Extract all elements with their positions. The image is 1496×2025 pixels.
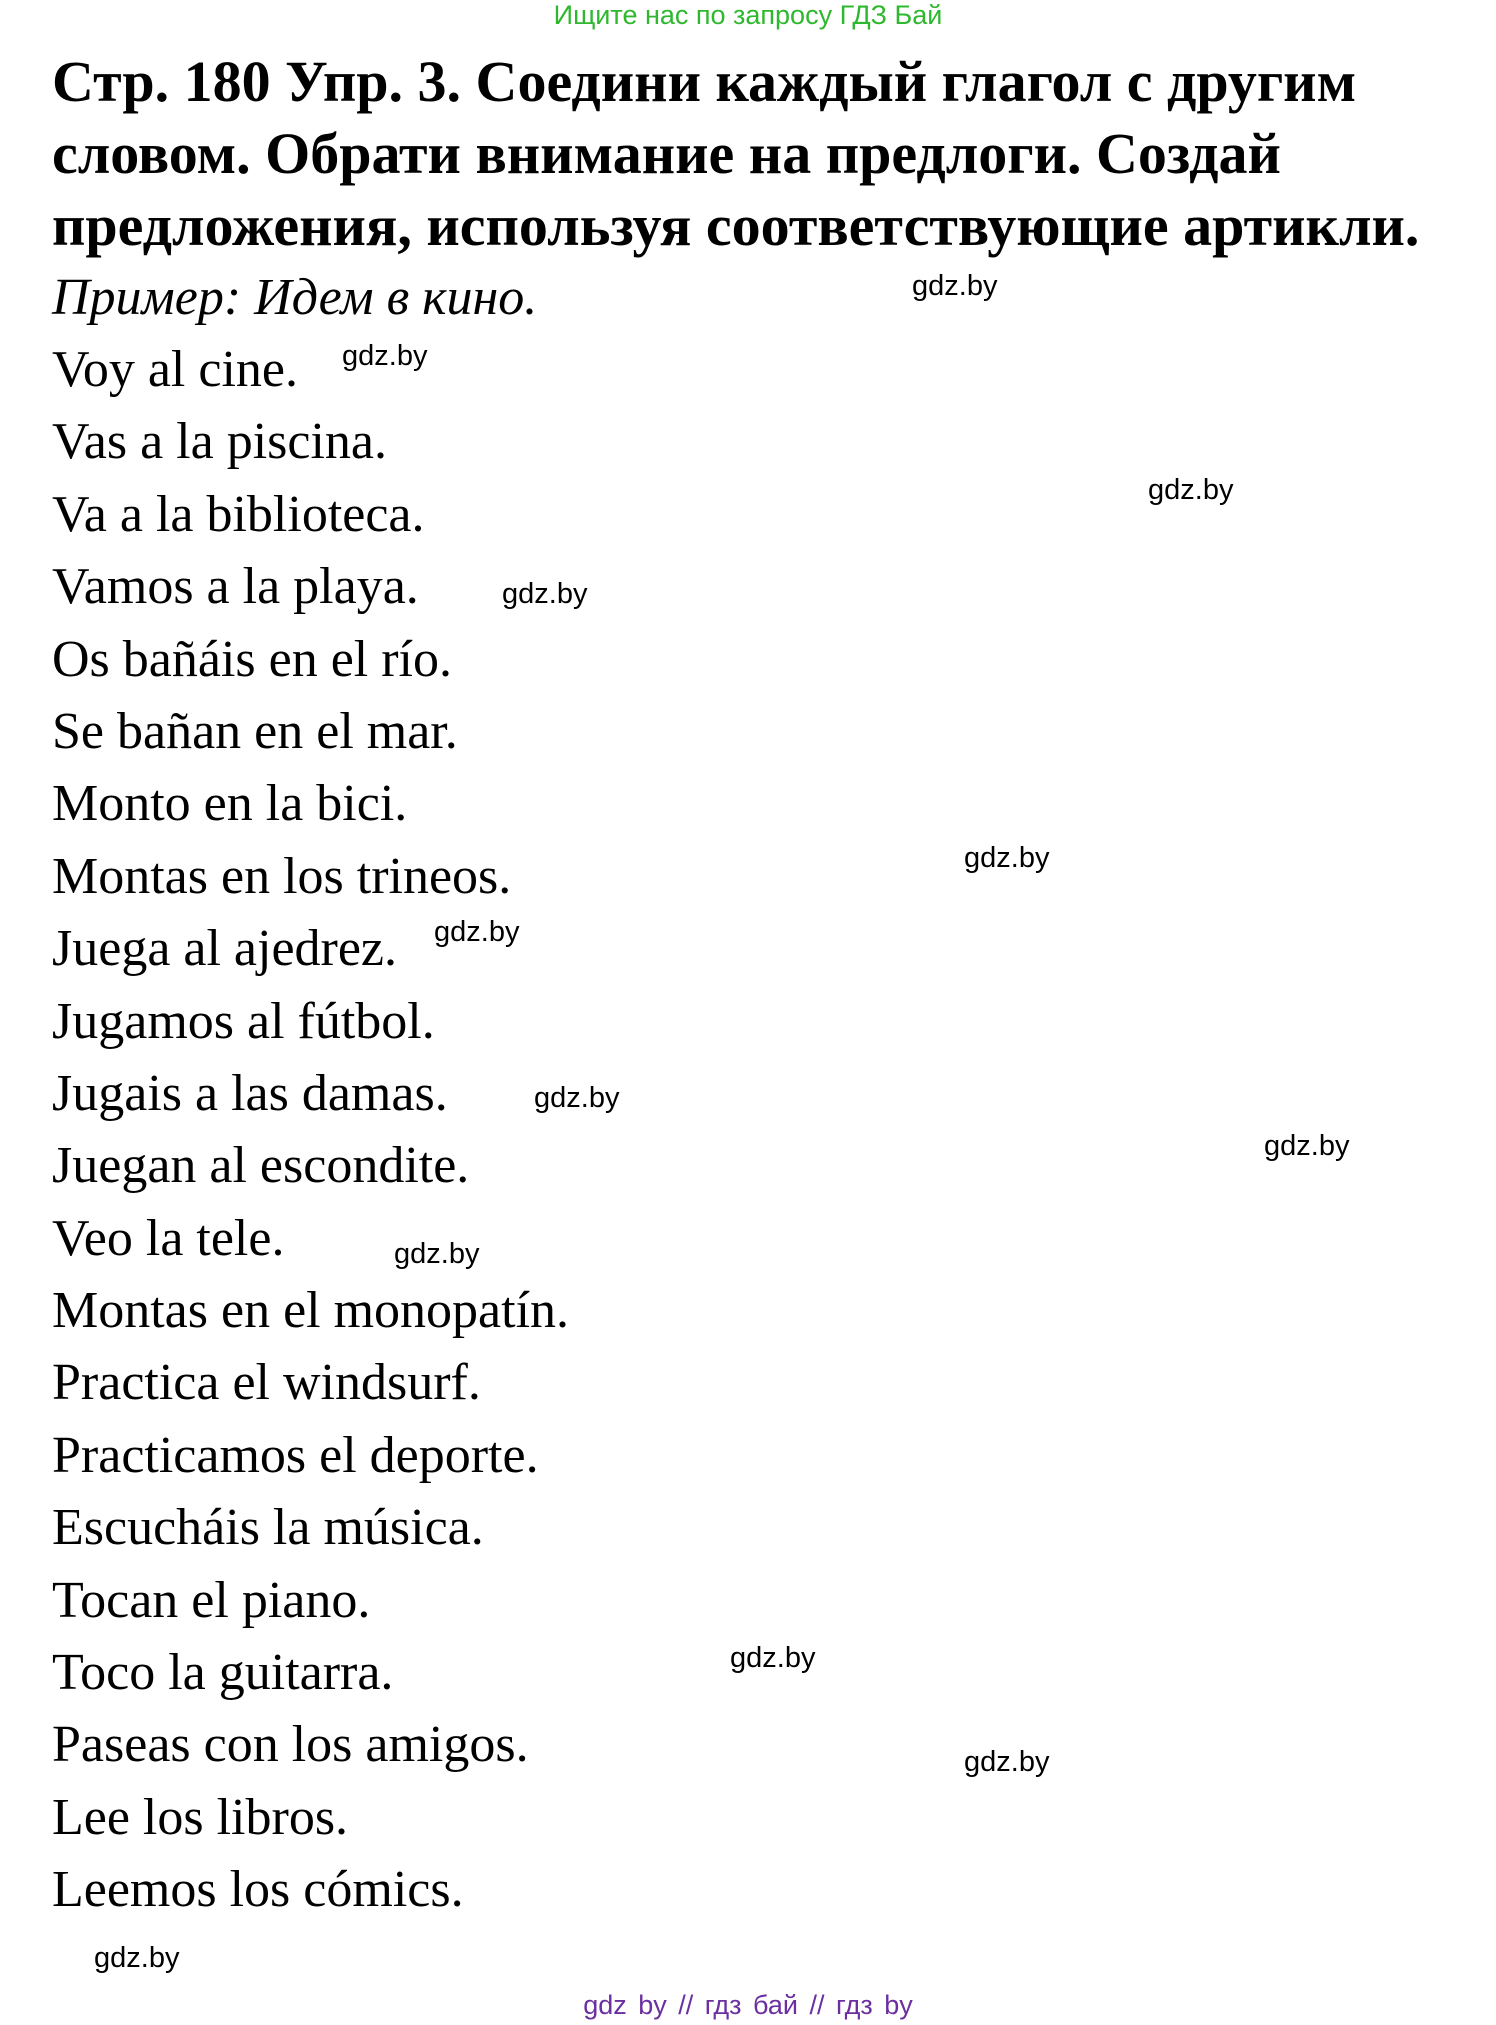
answer-line: Monto en la bici. [52, 775, 408, 833]
watermark: gdz.by [1264, 1130, 1350, 1162]
watermark: gdz.by [964, 842, 1050, 874]
watermark: gdz.by [434, 916, 520, 948]
answer-line: Escucháis la música. [52, 1499, 484, 1557]
footer-links: gdz by // гдз бай // гдз by [583, 1990, 913, 2020]
heading-line: словом. Обрати внимание на предлоги. Создай [52, 121, 1281, 186]
answer-line: Jugamos al fútbol. [52, 992, 435, 1050]
answer-line: Practicamos el deporte. [52, 1426, 539, 1484]
watermark: gdz.by [1148, 474, 1234, 506]
top-banner: Ищите нас по запросу ГДЗ Бай [553, 0, 943, 30]
example-sentence: Пример: Идем в кино. [52, 269, 538, 326]
answer-line: Va a la biblioteca. [52, 485, 425, 543]
watermark: gdz.by [534, 1082, 620, 1114]
watermark: gdz.by [394, 1238, 480, 1270]
answer-line: Juegan al escondite. [52, 1137, 470, 1195]
answer-line: Toco la guitarra. [52, 1644, 394, 1702]
answer-line: Vas a la piscina. [52, 413, 388, 471]
watermark: gdz.by [730, 1642, 816, 1674]
watermark: gdz.by [342, 340, 428, 372]
heading-line: предложения, используя соответствующие артикли. [52, 193, 1420, 258]
heading-line: Стр. 180 Упр. 3. Соедини каждый глагол с другим [52, 49, 1357, 114]
answer-line: Lee los libros. [52, 1788, 349, 1846]
answer-line: Paseas con los amigos. [52, 1716, 529, 1774]
answer-line: Jugais a las damas. [52, 1064, 448, 1122]
answer-line: Tocan el piano. [52, 1571, 371, 1629]
answer-line: Veo la tele. [52, 1209, 285, 1267]
watermark: gdz.by [502, 578, 588, 610]
exercise-heading [52, 46, 1472, 262]
watermark: gdz.by [912, 270, 998, 302]
answer-line: Leemos los cómics. [52, 1861, 464, 1919]
answer-line: Voy al cine. [52, 341, 298, 398]
answer-line: Juega al ajedrez. [52, 920, 398, 978]
answer-line: Vamos a la playa. [52, 558, 419, 616]
watermark: gdz.by [94, 1942, 180, 1974]
answer-line: Os bañáis en el río. [52, 630, 453, 688]
answer-line: Se bañan en el mar. [52, 702, 458, 760]
answer-list [52, 334, 569, 1927]
answer-line: Montas en los trineos. [52, 847, 512, 905]
answer-line: Practica el windsurf. [52, 1354, 481, 1412]
watermark: gdz.by [964, 1746, 1050, 1778]
answer-line: Montas en el monopatín. [52, 1282, 570, 1340]
